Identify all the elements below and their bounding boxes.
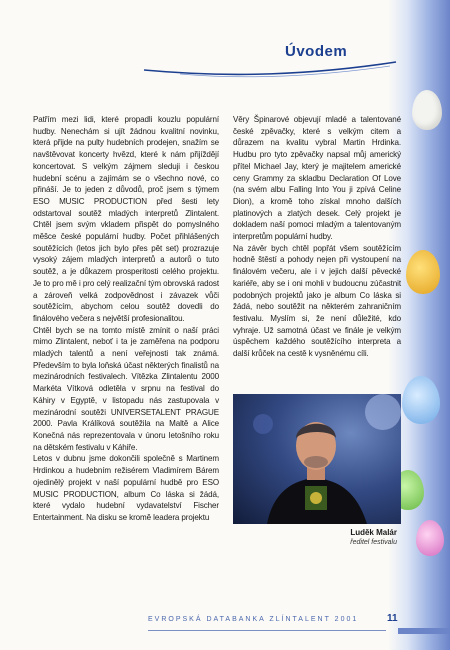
footer-rule (148, 630, 386, 631)
page-number: 11 (387, 613, 398, 624)
paragraph: Věry Špinarové objevují mladé a talentované české zpěvačky, které s velkým citem a důrazem na kvalitu vybral Martin Hrdinka. Hudbu pro tyto zpěvačky napsal můj americký přítel Michael Jay, který je majitelem americké ceny Grammy za skladbu Declaration Of Love (na svém albu Falling Into You ji zpívá Celine Dion), a kromě toho získal mnoho dalších platinových a zlatých desek. Celý projekt je dokladem naší pomoci mladým a talentovaným interpretům populární hudby. (233, 115, 401, 242)
decorative-egg-icon (412, 90, 442, 130)
paragraph: Na závěr bych chtěl popřát všem soutěžícím hodně štěstí a pohody nejen při vystoupení na finálovém večeru, ale i v jejich další pěvecké kariéře, aby se i oni mohli v budoucnu zúčastnit podobných projektů jako je album Co láska si žádá, nebo soutěžit na některém zahraničním festivalu. Myslím si, že není důležité, kdo vyhraje. Už samotná účast ve finále je velkým úspěchem každého soutěžícího interpreta a další krůček na cestě k vysněnému cíli. (233, 243, 401, 359)
title-swoosh (140, 40, 400, 90)
footer-bar (398, 628, 450, 634)
text-column-right (233, 114, 401, 384)
decorative-egg-icon (402, 376, 440, 424)
heading-area (140, 40, 400, 90)
decorative-egg-icon (406, 250, 440, 294)
portrait-photo (233, 394, 401, 524)
photo-caption-name: Luděk Malár (350, 528, 397, 537)
text-column-left (33, 114, 219, 592)
footer-text: EVROPSKÁ DATABANKA ZLÍNTALENT 2001 (148, 616, 359, 623)
decorative-egg-icon (416, 520, 444, 556)
portrait-illustration (233, 394, 401, 524)
paragraph: Letos v dubnu jsme dokončili společně s Martinem Hrdinkou a hudebním režisérem Vladimírem Bárem ojedinělý projekt v naší populární hudbě pro ESO MUSIC PRODUCTION, album Co láska si žádá, které vydalo hudební vydavatelství Fischer Entertainment. Na disku se kromě leadera projektu (33, 454, 219, 522)
paragraph: Patřím mezi lidi, které propadli kouzlu populární hudby. Nenechám si ujít žádnou kvalitní novinku, která přijde na pulty hudebních prodejen, snažím se navštěvovat koncerty hvězd, které k nám přijíždějí koncertovat. S velkým zájmem sleduji i českou hudební scénu a zajímám se o všechno nové, co přináší. Je to jeden z důvodů, proč jsem s týmem ESO MUSIC PRODUCTION před šesti lety odstartoval soutěž mladých interpretů Zlintalent. Chtěl jsem svým vkladem přispět do pomyslného měšce české populární hudby. Počet přihlášených soutěžících (letos jich bylo přes pět set) prozrazuje vysoký zájem mladých interpretů a autorů o tuto soutěž, a je důkazem prosperitosti celého projektu. Je to pro mě i pro celý realizační tým obrovská radost a zároveň velká zodpovědnost i závazek vůči soutěžícím, abychom celou soutěž dovedli do finálového večera s největší profesionalitou. (33, 115, 219, 323)
paragraph: Chtěl bych se na tomto místě zmínit o naší práci mimo Zlintalent, neboť i ta je zaměřena na podporu mladých talentů a není veřejnosti tak známá. Především to byla loňská účast některých finalistů na mezinárodních festivalech. Vítězka Zlintalentu 2000 Markéta Vítková odletěla v srpnu na festival do Káhiry v Egyptě, v listopadu nás zastupovala v mezinárodní soutěži UNIVERSETALENT PRAGUE 2000. Pavla Králíková soutěžila na Maltě a Alice Konečná nás reprezentovala v únoru letošního roku na dětském festivalu v Káhiře. (33, 325, 219, 452)
page-title: Úvodem (285, 43, 348, 60)
photo-caption-role: ředitel festivalu (350, 539, 397, 546)
